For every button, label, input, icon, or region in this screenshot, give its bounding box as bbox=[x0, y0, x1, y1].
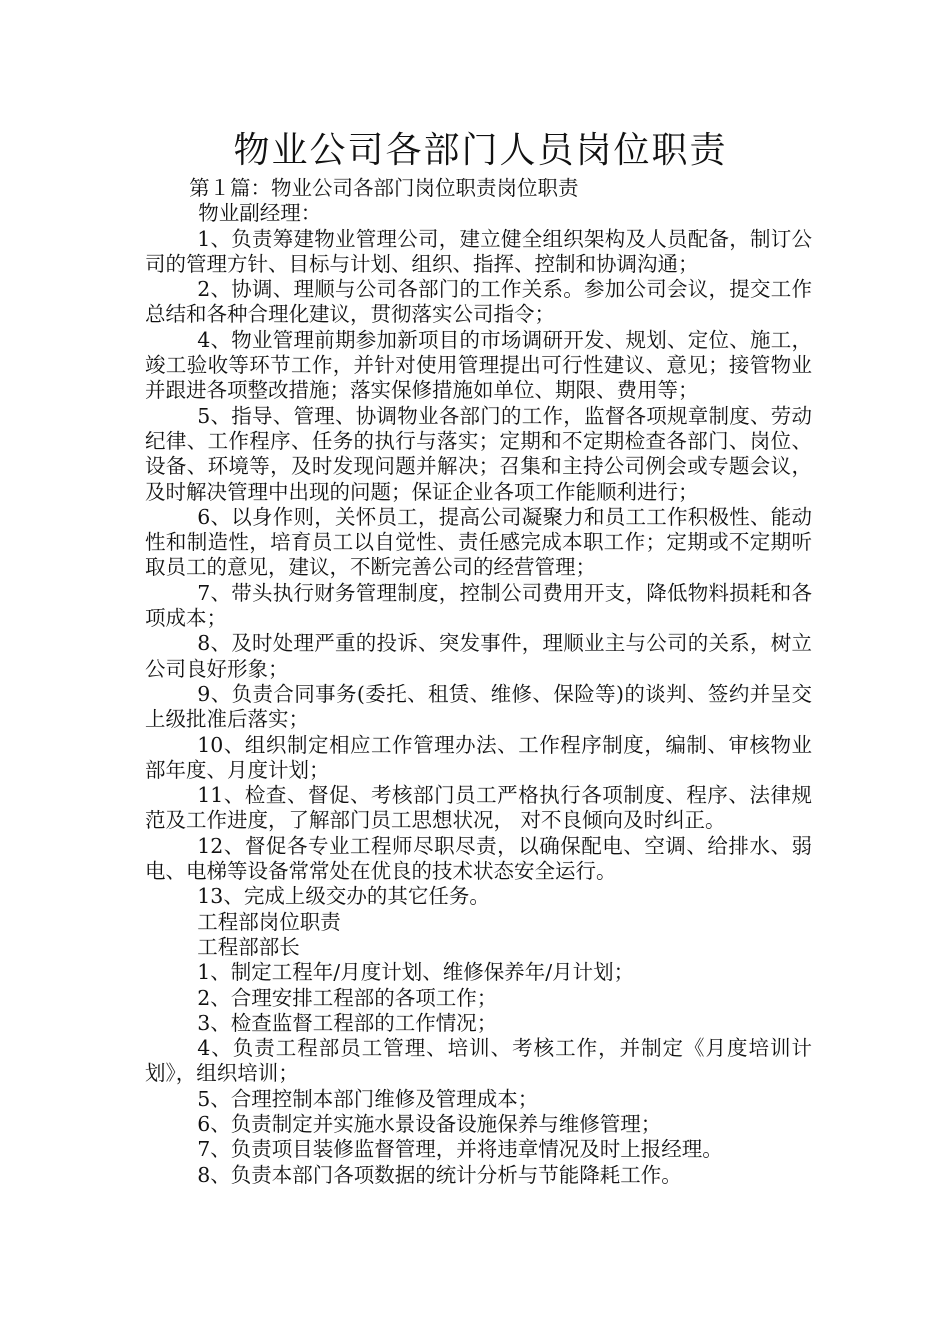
engineering-item: 1、制定工程年/月度计划、维修保养年/月计划； bbox=[197, 960, 635, 985]
section-heading: 第１篇：物业公司各部门岗位职责岗位职责 bbox=[189, 176, 579, 200]
deputy-manager-item: 2、协调、理顺与公司各部门的工作关系。参加公司会议，提交工作总结和各种合理化建议，贯彻落实公司指令； bbox=[145, 277, 812, 327]
engineering-item: 2、合理安排工程部的各项工作； bbox=[197, 985, 498, 1010]
engineering-item: 4、负责工程部员工管理、培训、考核工作，并制定《月度培训计划》，组织培训； bbox=[145, 1036, 812, 1086]
deputy-manager-item: 5、指导、管理、协调物业各部门的工作，监督各项规章制度、劳动纪律、工作程序、任务的执行与落实；定期和不定期检查各部门、岗位、设备、环境等，及时发现问题并解决；召集和主持公司例会或专题会议，及时解决管理中出现的问题；保证企业各项工作能顺利进行； bbox=[145, 403, 812, 504]
deputy-manager-item: 6、以身作则，关怀员工，提高公司凝聚力和员工工作积极性、能动性和制造性，培育员工以自觉性、责任感完成本职工作；定期或不定期听取员工的意见，建议，不断完善公司的经营管理； bbox=[145, 504, 812, 580]
deputy-manager-item: 1、负责筹建物业管理公司，建立健全组织架构及人员配备，制订公司的管理方针、目标与计划、组织、指挥、控制和协调沟通； bbox=[145, 226, 812, 276]
engineering-role: 工程部部长 bbox=[197, 934, 300, 959]
deputy-manager-item: 7、带头执行财务管理制度，控制公司费用开支，降低物料损耗和各项成本； bbox=[145, 580, 812, 631]
deputy-manager-heading: 物业副经理： bbox=[198, 201, 322, 226]
deputy-manager-item: 4、物业管理前期参加新项目的市场调研开发、规划、定位、施工，竣工验收等环节工作，并针对使用管理提出可行性建议、意见；接管物业并跟进各项整改措施；落实保修措施如单位、期限、费用等； bbox=[145, 327, 812, 403]
engineering-item: 8、负责本部门各项数据的统计分析与节能降耗工作。 bbox=[197, 1162, 682, 1187]
deputy-manager-item: 13、完成上级交办的其它任务。 bbox=[197, 884, 490, 909]
engineering-item: 6、负责制定并实施水景设备设施保养与维修管理； bbox=[197, 1111, 662, 1136]
deputy-manager-item: 10、组织制定相应工作管理办法、工作程序制度，编制、审核物业部年度、月度计划； bbox=[145, 732, 812, 782]
engineering-heading: 工程部岗位职责 bbox=[197, 909, 341, 934]
engineering-item: 5、合理控制本部门维修及管理成本； bbox=[197, 1086, 539, 1111]
document-title: 物业公司各部门人员岗位职责 bbox=[233, 130, 728, 171]
deputy-manager-item: 12、督促各专业工程师尽职尽责，以确保配电、空调、给排水、弱电、电梯等设备常常处在优良的技术状态安全运行。 bbox=[145, 833, 812, 884]
deputy-manager-item: 11、检查、督促、考核部门员工严格执行各项制度、程序、法律规范及工作进度，了解部门员工思想状况， 对不良倾向及时纠正。 bbox=[145, 783, 812, 833]
deputy-manager-item: 9、负责合同事务(委托、租赁、维修、保险等)的谈判、签约并呈交上级批准后落实； bbox=[145, 681, 812, 732]
deputy-manager-item: 8、及时处理严重的投诉、突发事件，理顺业主与公司的关系，树立公司良好形象； bbox=[145, 631, 812, 681]
engineering-item: 7、负责项目装修监督管理，并将违章情况及时上报经理。 bbox=[197, 1137, 723, 1162]
engineering-item: 3、检查监督工程部的工作情况； bbox=[197, 1010, 498, 1035]
document-body bbox=[145, 176, 812, 1188]
